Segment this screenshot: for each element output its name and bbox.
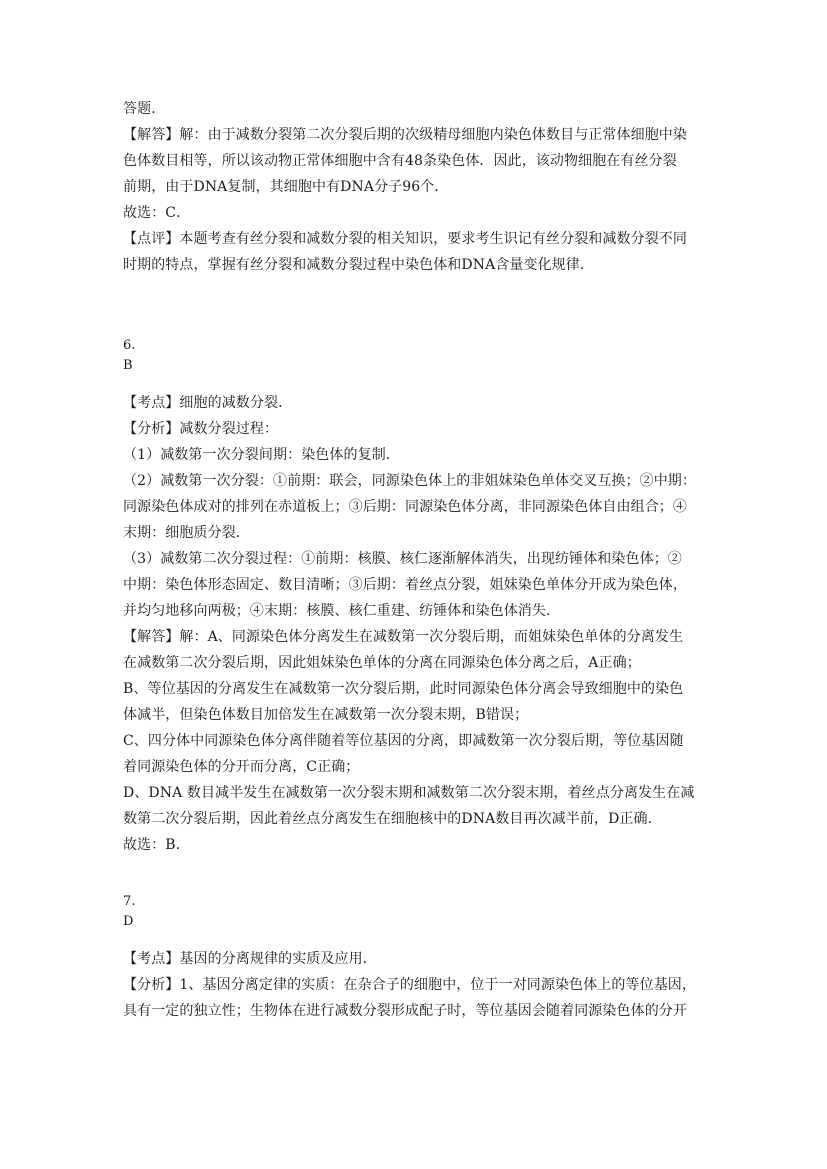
- text-line: 并均匀地移向两极；④末期：核膜、核仁重建、纺锤体和染色体消失．: [123, 603, 561, 619]
- text-line: （3）减数第二次分裂过程：①前期：核膜、核仁逐渐解体消失，出现纺锤体和染色体；②: [123, 551, 682, 567]
- text-line: 在减数第二次分裂后期，因此姐妹染色单体的分离在同源染色体分离之后，A正确；: [123, 655, 641, 671]
- text-line: 数第二次分裂后期，因此着丝点分离发生在细胞核中的DNA数目再次减半前，D正确．: [123, 811, 662, 827]
- text-line: 【分析】1、基因分离定律的实质：在杂合子的细胞中，位于一对同源染色体上的等位基因，: [123, 977, 697, 993]
- text-line: 故选：C．: [123, 205, 191, 221]
- text-line: 【点评】本题考查有丝分裂和减数分裂的相关知识，要求考生识记有丝分裂和减数分裂不同: [123, 231, 687, 247]
- text-line: D、DNA 数目减半发生在减数第一次分裂末期和减数第二次分裂末期，着丝点分离发生在减: [123, 785, 695, 801]
- question-number: 6.: [123, 338, 136, 353]
- text-line: 【考点】基因的分离规律的实质及应用．: [123, 951, 377, 967]
- text-line: 【解答】解：由于减数分裂第二次分裂后期的次级精母细胞内染色体数目与正常体细胞中染: [123, 127, 687, 143]
- question-6-block: [123, 336, 713, 858]
- question-answer: D: [123, 914, 134, 929]
- text-line: 故选：B．: [123, 837, 190, 853]
- text-line: 末期：细胞质分裂．: [123, 525, 250, 541]
- text-line: 同源染色体成对的排列在赤道板上；③后期：同源染色体分离，非同源染色体自由组合；④: [123, 499, 687, 515]
- text-line: 【考点】细胞的减数分裂．: [123, 395, 293, 411]
- document-page: [123, 96, 713, 1024]
- text-line: 【解答】解：A、同源染色体分离发生在减数第一次分裂后期，而姐妹染色单体的分离发生: [123, 629, 684, 645]
- text-line: 色体数目相等，所以该动物正常体细胞中含有48条染色体．因此，该动物细胞在有丝分裂: [123, 153, 677, 169]
- text-line: 着同源染色体的分开而分离，C正确；: [123, 759, 360, 775]
- text-line: 中期：染色体形态固定、数目清晰；③后期：着丝点分裂，姐妹染色单体分开成为染色体，: [123, 577, 687, 593]
- text-line: B、等位基因的分离发生在减数第一次分裂后期，此时同源染色体分离会导致细胞中的染色: [123, 681, 684, 697]
- text-line: C、四分体中同源染色体分离伴随着等位基因的分离，即减数第一次分裂后期，等位基因随: [123, 733, 684, 749]
- text-line: 前期，由于DNA复制，其细胞中有DNA分子96个．: [123, 179, 449, 195]
- q5-answer-block: [123, 122, 713, 278]
- question-number: 7.: [123, 894, 136, 909]
- question-answer: B: [123, 358, 133, 373]
- text-line: 【分析】减数分裂过程：: [123, 421, 279, 437]
- text-line: （1）减数第一次分裂间期：染色体的复制．: [123, 447, 400, 463]
- text-line: 时期的特点，掌握有丝分裂和减数分裂过程中染色体和DNA含量变化规律．: [123, 257, 594, 273]
- text-line: 具有一定的独立性；生物体在进行减数分裂形成配子时，等位基因会随着同源染色体的分开: [123, 1003, 687, 1019]
- text-line: （2）减数第一次分裂：①前期：联会，同源染色体上的非姐妹染色单体交叉互换；②中期：: [123, 473, 697, 489]
- text-line: 答题．: [123, 101, 166, 117]
- question-7-block: [123, 892, 713, 1024]
- text-line: 体减半，但染色体数目加倍发生在减数第一次分裂末期，B错误；: [123, 707, 529, 723]
